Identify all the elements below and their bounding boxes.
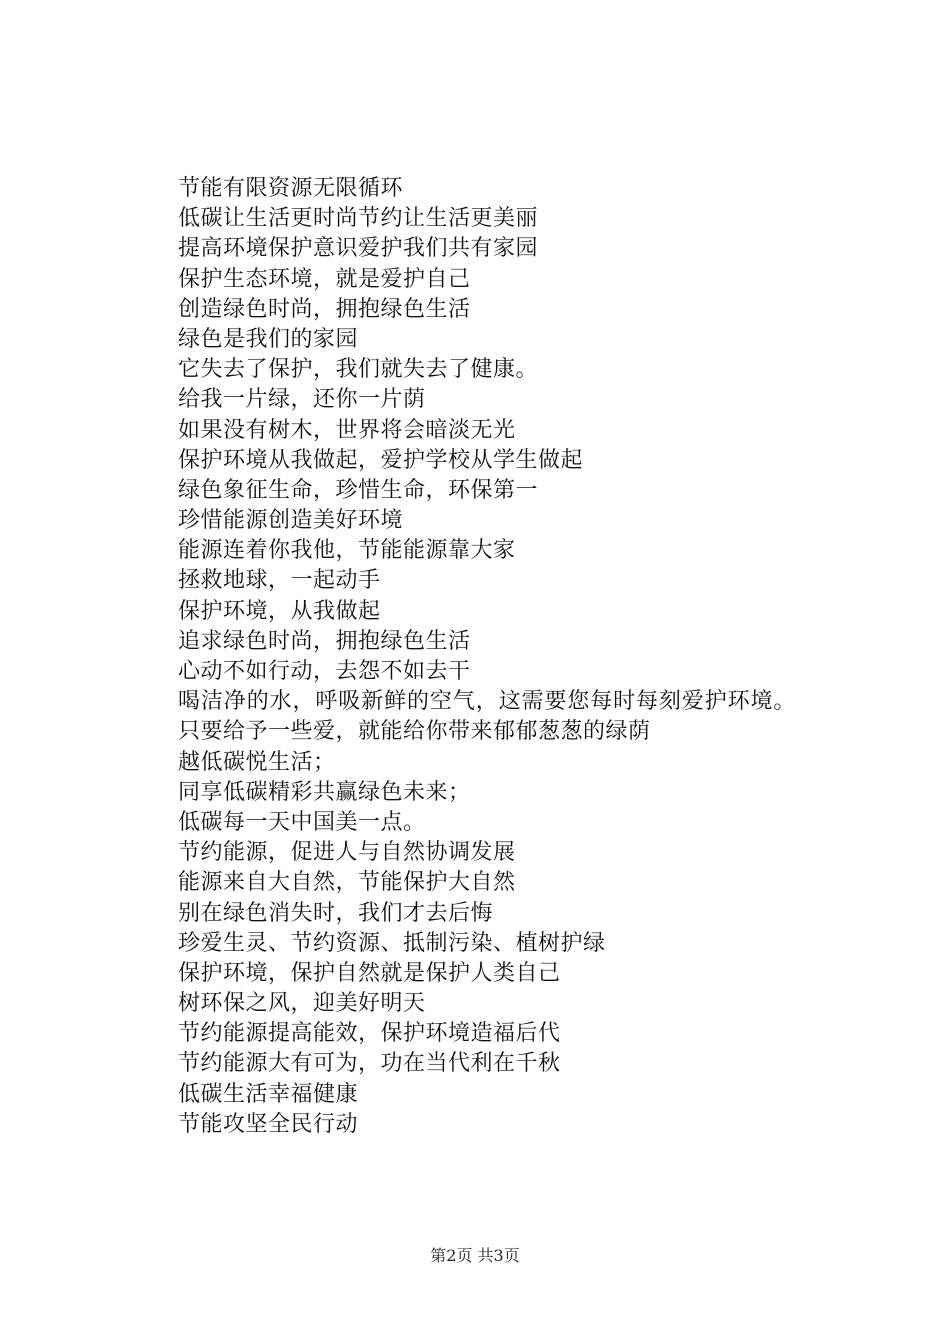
slogan-line: 低碳生活幸福健康 — [178, 1081, 359, 1107]
slogan-line: 如果没有树木，世界将会暗淡无光 — [178, 417, 516, 443]
slogan-line: 保护生态环境，就是爱护自己 — [178, 266, 471, 292]
slogan-line: 低碳让生活更时尚节约让生活更美丽 — [178, 206, 539, 232]
slogan-line: 树环保之风，迎美好明天 — [178, 991, 426, 1017]
slogan-list — [132, 174, 832, 1140]
slogan-line: 越低碳悦生活； — [178, 749, 336, 775]
slogan-line: 拯救地球，一起动手 — [178, 568, 381, 594]
page-number-footer: 第2页 共3页 — [430, 1246, 520, 1265]
slogan-line: 珍惜能源创造美好环境 — [178, 508, 404, 534]
slogan-line: 节约能源大有可为，功在当代利在千秋 — [178, 1051, 561, 1077]
slogan-line: 别在绿色消失时，我们才去后悔 — [178, 900, 494, 926]
slogan-line: 追求绿色时尚，拥抱绿色生活 — [178, 628, 471, 654]
slogan-line: 节能攻坚全民行动 — [178, 1111, 359, 1137]
slogan-line-wrapped: 喝洁净的水，呼吸新鲜的空气，这需要您每时每刻爱护环境。 — [178, 689, 797, 715]
slogan-line: 能源来自大自然，节能保护大自然 — [178, 870, 516, 896]
slogan-line: 只要给予一些爱，就能给你带来郁郁葱葱的绿荫 — [178, 719, 651, 745]
slogan-line: 保护环境从我做起，爱护学校从学生做起 — [178, 447, 584, 473]
slogan-line: 同享低碳精彩共赢绿色未来； — [178, 779, 471, 805]
slogan-line: 心动不如行动，去怨不如去干 — [178, 659, 471, 684]
slogan-line: 保护环境，从我做起 — [178, 598, 381, 624]
slogan-line: 能源连着你我他，节能能源靠大家 — [178, 538, 516, 564]
slogan-line: 给我一片绿，还你一片荫 — [178, 387, 426, 413]
slogan-line: 绿色象征生命，珍惜生命，环保第一 — [178, 477, 539, 503]
slogan-line: 绿色是我们的家园 — [178, 326, 359, 352]
slogan-line: 提高环境保护意识爱护我们共有家园 — [178, 236, 539, 262]
slogan-line: 珍爱生灵、节约资源、抵制污染、植树护绿 — [178, 930, 606, 956]
slogan-line: 节能有限资源无限循环 — [178, 176, 404, 201]
slogan-line: 创造绿色时尚，拥抱绿色生活 — [178, 296, 471, 322]
slogan-line: 保护环境，保护自然就是保护人类自己 — [178, 960, 561, 986]
slogan-line: 节约能源提高能效，保护环境造福后代 — [178, 1021, 561, 1047]
slogan-line: 低碳每一天中国美一点。 — [178, 809, 426, 835]
slogan-line: 它失去了保护，我们就失去了健康。 — [178, 357, 539, 383]
slogan-line: 节约能源，促进人与自然协调发展 — [178, 840, 516, 866]
